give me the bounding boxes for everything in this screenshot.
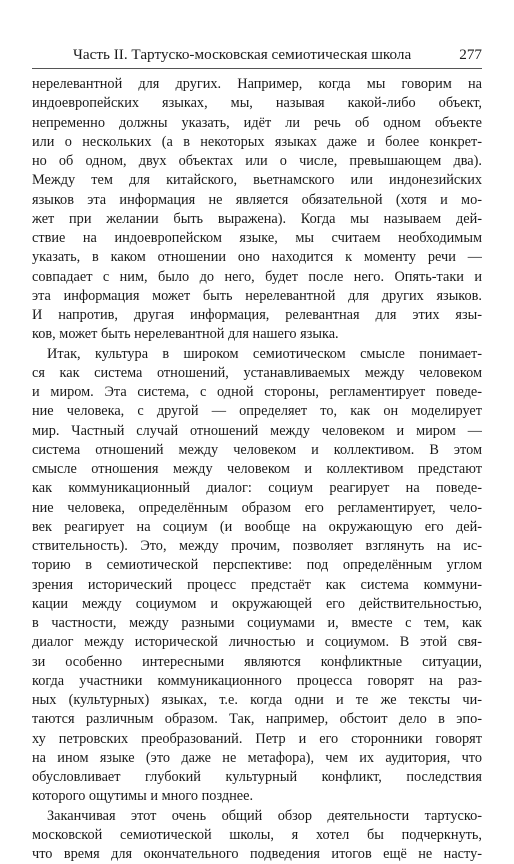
text-line: зи особенно интересными являются конфликтные ситуации,: [32, 653, 482, 672]
text-line: когда участники коммуникационного процесса говорят на раз-: [32, 672, 482, 691]
text-line: мир. Частный случай отношений между человеком и миром —: [32, 422, 482, 441]
text-line: ние человека, определённым образом его регламентирует, чело-: [32, 499, 482, 518]
text-line: московской семиотической школы, я хотел бы подчеркнуть,: [32, 826, 482, 845]
text-line: нерелевантной для других. Например, когда мы говорим на: [32, 75, 482, 94]
text-line: И напротив, другая информация, релевантная для этих язы-: [32, 306, 482, 325]
text-line: Между тем для китайского, вьетнамского или индонезийских: [32, 171, 482, 190]
text-line: совпадает с ним, было до него, будет после него. Опять-таки и: [32, 268, 482, 287]
text-line: ся как система отношений, устанавливаемых между человеком: [32, 364, 482, 383]
running-head: [20, 45, 494, 65]
text-line: обусловливает глубокий культурный конфликт, последствия: [32, 768, 482, 787]
text-line: ху петровских преобразований. Петр и его сторонники говорят: [32, 730, 482, 749]
header-rule: [32, 68, 482, 69]
text-line: что время для окончательного подведения итогов ещё не насту-: [32, 845, 482, 864]
text-line: Заканчивая этот очень общий обзор деятельности тартуско-: [32, 807, 482, 826]
text-line: но об одном, двух объектах или о числе, превышающем два).: [32, 152, 482, 171]
body-text: [32, 75, 482, 864]
text-line: жет при желании быть выражена). Когда мы называем дей-: [32, 210, 482, 229]
paragraph: [32, 807, 482, 864]
text-line: указать, в каком отношении оно находится к моменту речи —: [32, 248, 482, 267]
text-line: ных (культурных) языках, т.е. когда одни и те же тексты чи-: [32, 691, 482, 710]
paragraph: [32, 75, 482, 345]
text-line: торию в семиотической перспективе: под определённым углом: [32, 556, 482, 575]
text-line: которого ощутимы и много позднее.: [32, 787, 482, 806]
text-line: в частности, между разными социумами и, вместе с тем, как: [32, 614, 482, 633]
paragraph: [32, 345, 482, 807]
text-line: как коммуникационный диалог: социум реагирует на поведе-: [32, 479, 482, 498]
text-line: смысле отношения между человеком и коллективом предстают: [32, 460, 482, 479]
text-line: кации между социумом и окружающей его действительностью,: [32, 595, 482, 614]
text-line: Итак, культура в широком семиотическом смысле понимает-: [32, 345, 482, 364]
text-line: ствие на индоевропейском языке, мы считаем необходимым: [32, 229, 482, 248]
text-line: языков эта информация не является обязательной (хотя и мо-: [32, 191, 482, 210]
text-line: таются различным образом. Так, например, обстоит дело в эпо-: [32, 710, 482, 729]
text-line: система отношений между человеком и коллективом. В этом: [32, 441, 482, 460]
text-line: или о нескольких (а в некоторых языках даже и более конкрет-: [32, 133, 482, 152]
text-line: зрения исторический процесс предстаёт как система коммуни-: [32, 576, 482, 595]
running-head-title: Часть II. Тартуско-московская семиотическая школа: [73, 45, 411, 65]
text-line: ствительность). Это, между прочим, позволяет взглянуть на ис-: [32, 537, 482, 556]
text-line: ков, может быть нерелевантной для нашего языка.: [32, 325, 482, 344]
text-line: на ином языке (это даже не метафора), чем их аудитория, что: [32, 749, 482, 768]
page-number: 277: [459, 45, 482, 65]
text-line: век реагирует на социум (и вообще на окружающую его дей-: [32, 518, 482, 537]
text-line: ние человека, с другой — определяет то, как он моделирует: [32, 402, 482, 421]
text-line: и миром. Эта система, с одной стороны, регламентирует поведе-: [32, 383, 482, 402]
text-line: эта информация может быть нерелевантной для других языков.: [32, 287, 482, 306]
text-line: диалог между исторической личностью и социумом. В этой свя-: [32, 633, 482, 652]
text-line: индоевропейских языках, мы, называя какой-либо объект,: [32, 94, 482, 113]
text-line: непременно должны указать, идёт ли речь об одном объекте: [32, 114, 482, 133]
